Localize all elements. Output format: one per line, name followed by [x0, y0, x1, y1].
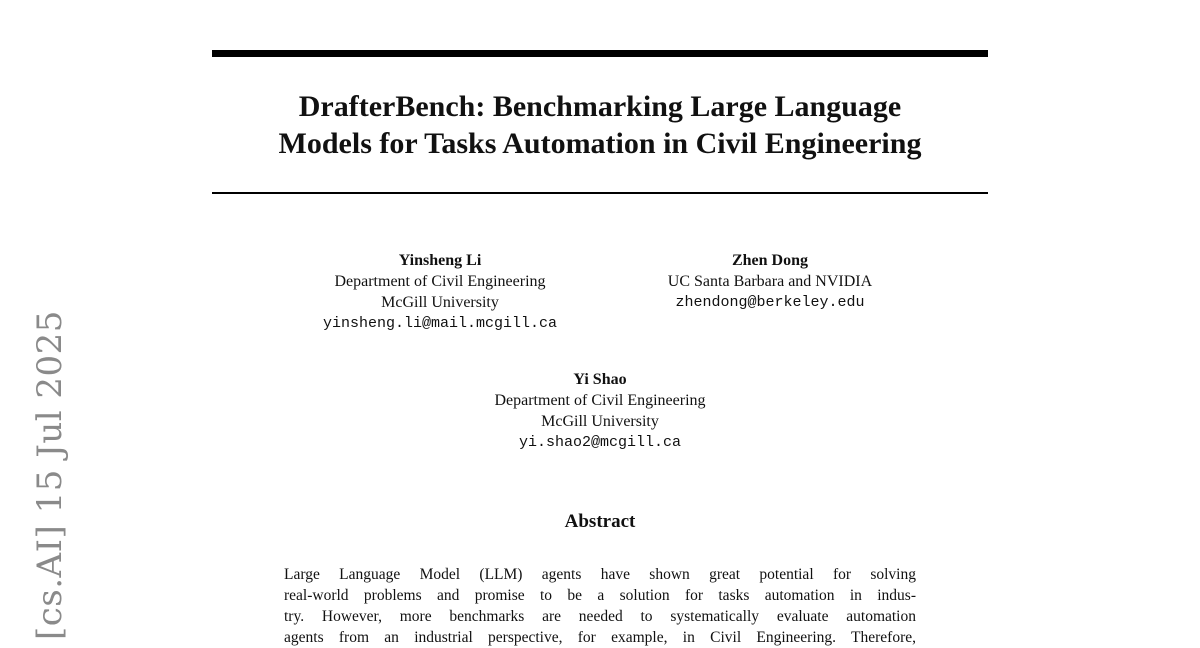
- paper-title: [212, 88, 988, 162]
- abstract-body: [284, 564, 916, 648]
- abstract-line: agents from an industrial perspective, for example, in Civil Engineering. Therefore,: [284, 629, 916, 646]
- title-bottom-rule: [212, 192, 988, 194]
- abstract-line: try. However, more benchmarks are needed to systematically evaluate automation: [284, 608, 916, 625]
- author-block-yi-shao: [450, 369, 750, 454]
- abstract-heading: Abstract: [564, 511, 636, 532]
- author-name: Zhen Dong: [731, 252, 809, 269]
- author-email[interactable]: zhendong@berkeley.edu: [675, 294, 865, 311]
- paper-title-line-1: DrafterBench: Benchmarking Large Language: [298, 90, 902, 123]
- author-affiliation-department: Department of Civil Engineering: [494, 392, 706, 409]
- abstract-line: Large Language Model (LLM) agents have shown great potential for solving: [284, 566, 916, 583]
- author-affiliation-university: McGill University: [381, 294, 499, 311]
- abstract-line: real-world problems and promise to be a solution for tasks automation in indus-: [284, 587, 916, 604]
- author-block-zhen-dong: [620, 250, 920, 314]
- title-top-rule: [212, 50, 988, 57]
- author-affiliation: UC Santa Barbara and NVIDIA: [667, 273, 873, 290]
- author-affiliation-university: McGill University: [541, 413, 659, 430]
- author-name: Yinsheng Li: [398, 252, 482, 269]
- arxiv-identifier-stamp: [cs.AI] 15 Jul 2025: [30, 310, 70, 640]
- author-block-yinsheng-li: [290, 250, 590, 335]
- author-email[interactable]: yinsheng.li@mail.mcgill.ca: [322, 315, 558, 332]
- author-name: Yi Shao: [573, 371, 627, 388]
- author-email[interactable]: yi.shao2@mcgill.ca: [518, 434, 682, 451]
- author-affiliation-department: Department of Civil Engineering: [334, 273, 546, 290]
- paper-title-line-2: Models for Tasks Automation in Civil Engineering: [278, 127, 922, 160]
